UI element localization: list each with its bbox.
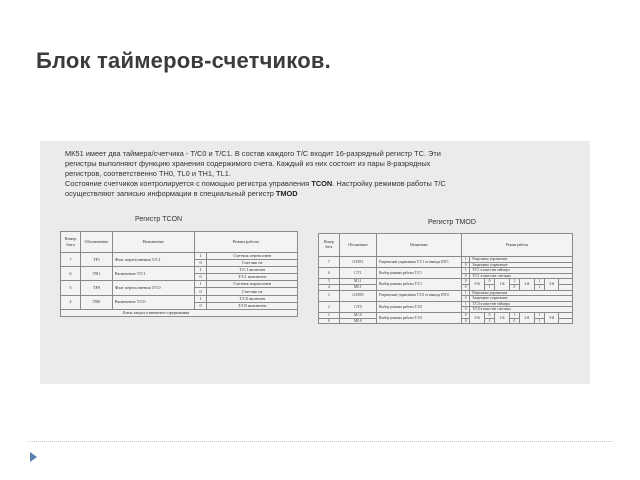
cell-bit: 7 bbox=[61, 253, 81, 267]
cell-mode: 0 bbox=[509, 318, 519, 324]
cell-mode: 1 bbox=[534, 318, 544, 324]
table-row bbox=[61, 253, 298, 260]
cell-desc: T/C0 включен bbox=[207, 295, 298, 302]
cell-value: 0 bbox=[462, 262, 470, 268]
tcon-keyword: TCON bbox=[311, 179, 333, 188]
cell-value: 0 bbox=[194, 302, 207, 309]
intro-line: Состояние счетчиков контролируется с помощью регистра управления TCON. Настройку режимов работы T/C bbox=[65, 179, 446, 188]
cell-desc: T/C1 включен bbox=[207, 267, 298, 274]
table-row bbox=[61, 281, 298, 288]
cell-purpose: Выбор режима работы T/C1 bbox=[377, 279, 462, 290]
cell-mode: 1 bbox=[484, 318, 494, 324]
cell-name: TR0 bbox=[80, 295, 112, 309]
cell-desc: Запрещено управление bbox=[470, 296, 573, 302]
cell-mode: 1 bbox=[534, 284, 544, 290]
header-designation: Обозначение bbox=[339, 234, 376, 257]
cell-value: 0 bbox=[194, 274, 207, 281]
cell-mode-label: 0-й bbox=[470, 312, 485, 323]
tmod-keyword: TMOD bbox=[275, 189, 298, 198]
cell-purpose: Флаг переполнения T/C0 bbox=[112, 281, 194, 295]
cell-name: M1.1 bbox=[339, 279, 376, 285]
cell-mode: 0 bbox=[509, 284, 519, 290]
cell-mode: 1 bbox=[509, 312, 519, 318]
cell-value: 1 bbox=[194, 267, 207, 274]
intro-line: регистров, соответственно ТН0, TL0 и ТН1, TL1. bbox=[65, 169, 231, 178]
cell-desc: Разрешено управление bbox=[470, 290, 573, 296]
cell-mode: 1 bbox=[509, 279, 519, 285]
cell-desc: T/C1 в качестве счетчика bbox=[470, 273, 573, 279]
cell-value: 1 bbox=[462, 301, 470, 307]
cell-desc: Счетчик не bbox=[207, 288, 298, 295]
table-row bbox=[61, 309, 298, 316]
cell-bit: 6 bbox=[319, 268, 340, 279]
header-purpose: Назначение bbox=[377, 234, 462, 257]
cell-bit: 4 bbox=[61, 295, 81, 309]
tcon-footnote: Биты запроса внешнего прерывания bbox=[123, 309, 190, 315]
intro-line: МК51 имеет два таймера/счетчика - T/C0 и T/C1. В состав каждого T/C входит 16-разрядный регистр ТС. Эти bbox=[65, 149, 441, 158]
cell-desc: Запрещено управление bbox=[470, 262, 573, 268]
cell-desc: Счетчик переполнен bbox=[207, 281, 298, 288]
cell-desc: T/C0 в качестве счетчика bbox=[470, 307, 573, 313]
cell-bit: 0 bbox=[319, 318, 340, 324]
table-row bbox=[61, 267, 298, 274]
header-purpose: Назначение bbox=[112, 232, 194, 253]
cell-value: 1 bbox=[194, 253, 207, 260]
cell-purpose: Выбор режима работы T/C0 bbox=[377, 301, 462, 312]
cell-value: 1 bbox=[462, 290, 470, 296]
cell-mode-label: 3-й bbox=[544, 279, 559, 290]
header-bit-number: Номер бита bbox=[319, 234, 340, 257]
cell-mode: 0 bbox=[484, 312, 494, 318]
cell-name: M1.0 bbox=[339, 312, 376, 318]
cell-bit: 2 bbox=[319, 301, 340, 312]
tcon-caption: Регистр TCON bbox=[135, 216, 183, 223]
cell-value: 0 bbox=[462, 296, 470, 302]
cell-mode: 0 bbox=[484, 279, 494, 285]
cell-mode bbox=[559, 318, 573, 324]
cell-name: GATE0 bbox=[339, 290, 376, 301]
footer-divider bbox=[28, 441, 613, 443]
intro-line: осуществляют записью информации в специальный регистр TMOD bbox=[65, 189, 298, 198]
cell-name: TR1 bbox=[80, 267, 112, 281]
cell-value: 1 bbox=[462, 257, 470, 263]
cell-mode: 0 bbox=[462, 284, 470, 290]
cell-desc: T/C0 в качестве таймера bbox=[470, 301, 573, 307]
cell-purpose: Флаг переполнения T/C1 bbox=[112, 253, 194, 267]
cell-mode-label: 3-й bbox=[544, 312, 559, 323]
intro-line: регистры выполняют функцию хранения содержимого счета. Каждый из них состоит из пары 8-разрядных bbox=[65, 159, 431, 168]
cell-value: 1 bbox=[194, 295, 207, 302]
slide-title: Блок таймеров-счетчиков. bbox=[36, 48, 331, 73]
cell-name: M0.1 bbox=[339, 284, 376, 290]
table-row bbox=[61, 295, 298, 302]
cell-mode: 0 bbox=[462, 318, 470, 324]
cell-mode-label: 2-й bbox=[520, 279, 535, 290]
cell-bit: 3 bbox=[319, 290, 340, 301]
cell-mode-label: 1-й bbox=[495, 312, 510, 323]
cell-bit: 5 bbox=[319, 279, 340, 285]
cell-value: 1 bbox=[194, 281, 207, 288]
intro-text bbox=[65, 149, 580, 199]
cell-bit: 5 bbox=[61, 281, 81, 295]
cell-purpose: Выбор режима работы T/C1 bbox=[377, 268, 462, 279]
cell-purpose: Выбор режима работы T/C0 bbox=[377, 312, 462, 323]
table-header-row bbox=[319, 234, 573, 257]
cell-name: C/T0 bbox=[339, 301, 376, 312]
cell-desc: Счетчик переполнен bbox=[207, 253, 298, 260]
cell-mode-label: 2-й bbox=[520, 312, 535, 323]
cell-purpose: Разрешение управления T/C0 от вывода INT0 bbox=[377, 290, 462, 301]
cell-name: TF1 bbox=[80, 253, 112, 267]
cell-value: 1 bbox=[462, 268, 470, 274]
cell-purpose: Разрешение управления T/C1 от вывода INT1 bbox=[377, 257, 462, 268]
cell-name: GATE1 bbox=[339, 257, 376, 268]
cell-purpose: Включение T/C0 bbox=[112, 295, 194, 309]
tmod-table bbox=[318, 233, 573, 324]
header-mode: Режим работы bbox=[462, 234, 573, 257]
cell-purpose: Включение T/C1 bbox=[112, 267, 194, 281]
cell-value: 0 bbox=[194, 288, 207, 295]
header-bit-number: Номер бита bbox=[61, 232, 81, 253]
cell-mode-label: 1-й bbox=[495, 279, 510, 290]
cell-mode: 1 bbox=[484, 284, 494, 290]
cell-desc: T/C1 выключен bbox=[207, 274, 298, 281]
cell-mode: 1 bbox=[534, 279, 544, 285]
cell-name: C/T1 bbox=[339, 268, 376, 279]
footnote-cell bbox=[61, 309, 298, 316]
cell-desc: Разрешено управление bbox=[470, 257, 573, 263]
cell-desc: Счетчик не bbox=[207, 260, 298, 267]
cell-value: 0 bbox=[462, 307, 470, 313]
tmod-caption: Регистр TMOD bbox=[428, 219, 476, 226]
cell-mode-label: 0-й bbox=[470, 279, 485, 290]
cell-desc: T/C0 выключен bbox=[207, 302, 298, 309]
cell-bit: 6 bbox=[61, 267, 81, 281]
cell-bit: 7 bbox=[319, 257, 340, 268]
cell-bit: 4 bbox=[319, 284, 340, 290]
tcon-table bbox=[60, 231, 298, 317]
cell-name: TF0 bbox=[80, 281, 112, 295]
slide-bullet-icon bbox=[30, 452, 37, 462]
register-figure bbox=[40, 141, 590, 384]
cell-value: 0 bbox=[194, 260, 207, 267]
cell-value: 0 bbox=[462, 273, 470, 279]
header-mode: Режим работы bbox=[194, 232, 297, 253]
table-header-row bbox=[61, 232, 298, 253]
cell-bit: 1 bbox=[319, 312, 340, 318]
cell-mode: 1 bbox=[534, 312, 544, 318]
cell-mode: 0 bbox=[462, 279, 470, 285]
cell-name: M0.0 bbox=[339, 318, 376, 324]
header-designation: Обозначение bbox=[80, 232, 112, 253]
cell-mode: 0 bbox=[462, 312, 470, 318]
cell-desc: T/C1 в качестве таймера bbox=[470, 268, 573, 274]
